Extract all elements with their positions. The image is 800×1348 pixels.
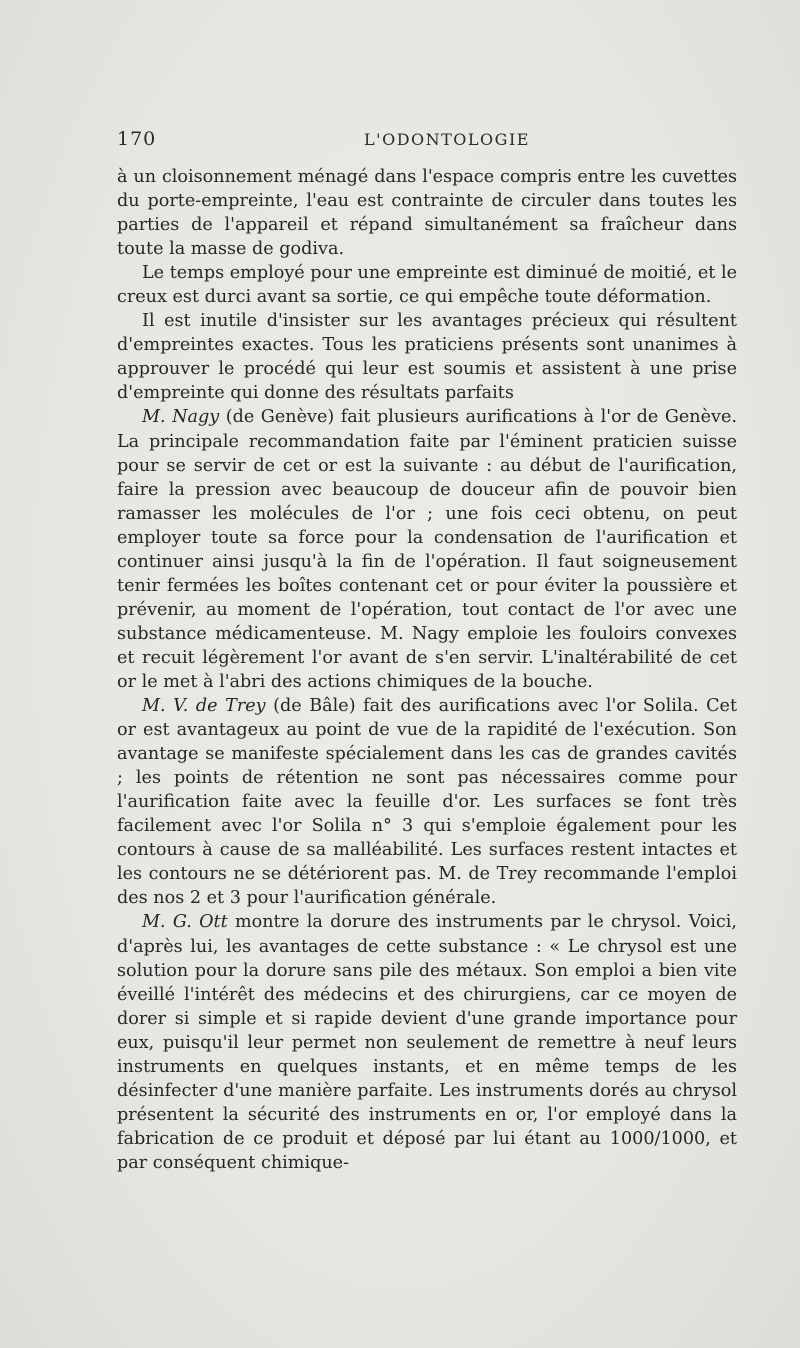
paragraph-text: montre la dorure des instruments par le chrysol. Voici, d'après lui, les avantages de cette substance : « Le chrysol est une solution pour la dorure sans pile des métaux. Son emploi a bien vite éveillé l'intérêt des médecins et des chirurgiens, car ce moyen de dorer si simple et si rapide devient d'une grande importance pour eux, puisqu'il leur permet non seulement de remettre à neuf leurs instruments en quelques instants, et en même temps de les désinfecter d'une manière parfaite. Les instruments dorés au chrysol présentent la sécurité des instruments en or, l'or employé dans la fabrication de ce produit et déposé par lui étant au 1000/1000, et par conséquent chimique-: [117, 912, 737, 1173]
paragraph: [117, 261, 737, 309]
paragraph: [117, 405, 737, 694]
paragraph: [117, 165, 737, 261]
paragraph-text: (de Genève) fait plusieurs aurifications à l'or de Genève. La principale recommandation faite par l'éminent praticien suisse pour se servir de cet or est la suivante : au début de l'aurification, faire la pression avec beaucoup de douceur afin de pouvoir bien ramasser les molécules de l'or ; une fois ceci obtenu, on peut employer toute sa force pour la condensation de l'aurification et continuer ainsi jusqu'à la fin de l'opération. Il faut soigneusement tenir fermées les boîtes contenant cet or pour éviter la poussière et prévenir, au moment de l'opération, tout contact de l'or avec une substance médicamenteuse. M. Nagy emploie les fouloirs convexes et recuit légèrement l'or avant de s'en servir. L'inaltérabilité de cet or le met à l'abri des actions chimiques de la bouche.: [117, 407, 737, 692]
page-number: 170: [117, 128, 157, 150]
page-header: [117, 128, 737, 154]
speaker-name: M. V. de Trey: [142, 696, 266, 717]
paragraph: [117, 910, 737, 1175]
speaker-name: M. Nagy: [142, 407, 220, 428]
running-head: L'ODONTOLOGIE: [364, 130, 530, 149]
paragraph: [117, 309, 737, 405]
paragraph-text: à un cloisonnement ménagé dans l'espace compris entre les cuvettes du porte-empreinte, l'eau est contrainte de circuler dans toutes les parties de l'appareil et répand simultanément sa fraîcheur dans toute la masse de godiva.: [117, 167, 737, 260]
paragraph-text: Le temps employé pour une empreinte est diminué de moitié, et le creux est durci avant sa sortie, ce qui empêche toute déformation.: [117, 263, 737, 308]
paragraph: [117, 694, 737, 910]
body-text: [117, 165, 737, 1175]
speaker-name: M. G. Ott: [142, 912, 228, 933]
paragraph-text: Il est inutile d'insister sur les avantages précieux qui résultent d'empreintes exactes. Tous les praticiens présents sont unanimes à approuver le procédé qui leur est soumis et assistent à une prise d'empreinte qui donne des résultats parfaits: [117, 311, 737, 404]
paragraph-text: (de Bâle) fait des aurifications avec l'or Solila. Cet or est avantageux au point de vue de la rapidité de l'exécution. Son avantage se manifeste spécialement dans les cas de grandes cavités ; les points de rétention ne sont pas nécessaires comme pour l'aurification faite avec la feuille d'or. Les surfaces se font très facilement avec l'or Solila n° 3 qui s'emploie également pour les contours à cause de sa malléabilité. Les surfaces restent intactes et les contours ne se détériorent pas. M. de Trey recommande l'emploi des nos 2 et 3 pour l'aurification générale.: [117, 696, 738, 909]
